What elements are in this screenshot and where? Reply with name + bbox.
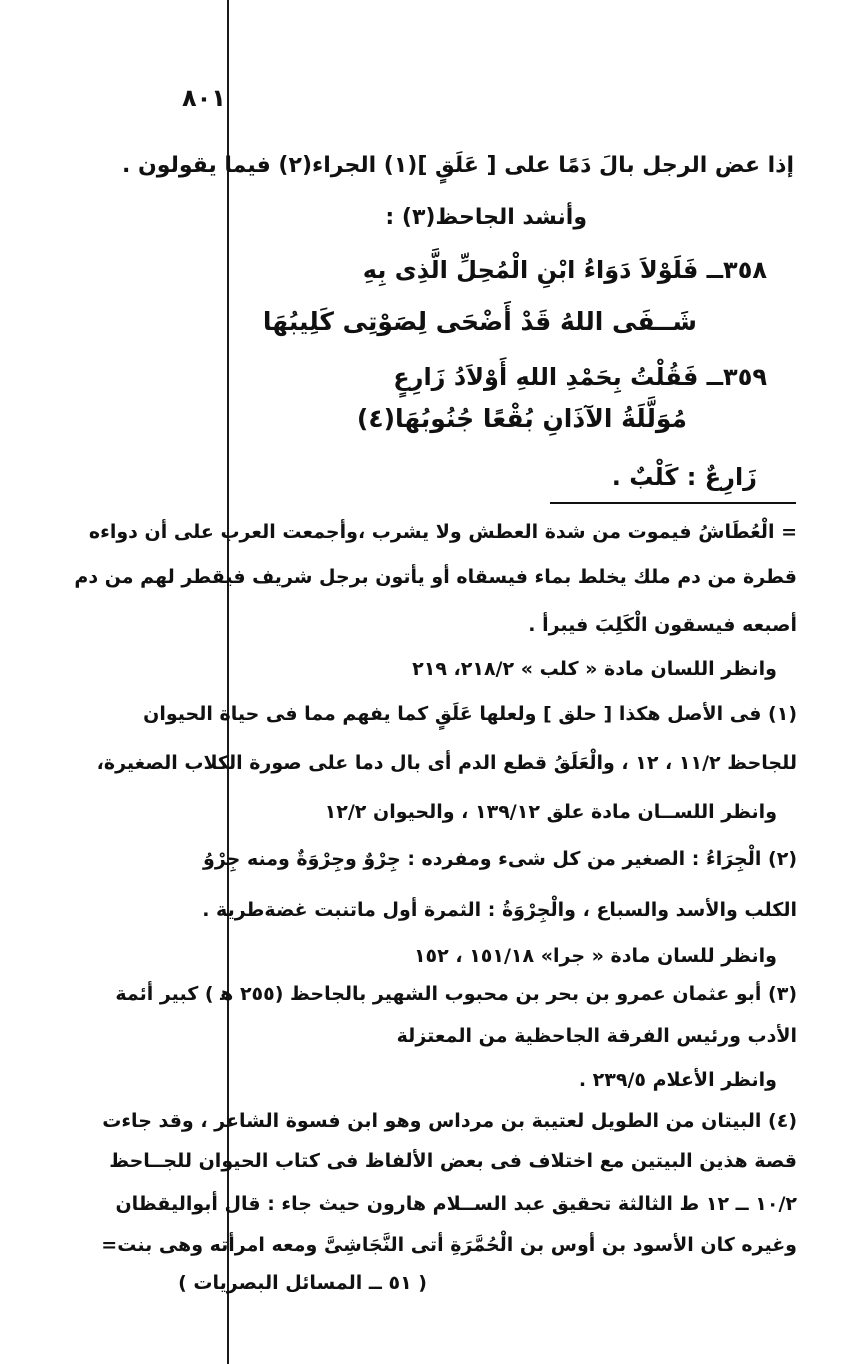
verse-line: مُوَلَّلَةُ الآذَانِ بُقْعًا جُنُوبُهَا(٤) [356, 404, 687, 433]
footnote-line: قطرة من دم ملك يخلط بماء فيسقاه أو يأتون برجل شريف فيقطر لهم من دم [74, 566, 797, 588]
verse-line: زَارِعٌ : كَلْبٌ . [611, 463, 757, 491]
footnote-line: الكلب والأسد والسباع ، والْجِرْوَةُ : الثمرة أول ماتنبت غضةطرية . [202, 899, 797, 921]
footnote-line: = الْعُطَاشُ فيموت من شدة العطش ولا يشرب ،وأجمعت العرب على أن دواءه [88, 521, 797, 543]
footnote-line: وانظر اللسان مادة « كلب » ٢١٨/٢، ٢١٩ [412, 658, 777, 680]
page-number: ٨٠١ [182, 84, 226, 112]
verse-line: ٣٥٨ــ فَلَوْلاَ دَوَاءُ ابْنِ الْمُحِلِّ الَّذِى بِهِ [362, 256, 767, 284]
footnote-line: (١) فى الأصل هكذا [ حلق ] ولعلها عَلَقٍ كما يفهم مما فى حياة الحيوان [143, 703, 797, 725]
footnote-line: للجاحظ ١١/٢ ، ١٢ ، والْعَلَقُ قطع الدم أى بال دما على صورة الكلاب الصغيرة، [96, 752, 797, 774]
footnote-line: الأدب ورئيس الفرقة الجاحظية من المعتزلة [396, 1025, 797, 1047]
footnote-rule [550, 502, 796, 504]
footnote-line: قصة هذين البيتين مع اختلاف فى بعض الألفاظ فى كتاب الحيوان للجــاحظ [109, 1150, 797, 1172]
signature-line: ( ٥١ ــ المسائل البصريات ) [178, 1272, 427, 1294]
footnote-line: (٣) أبو عثمان عمرو بن بحر بن محبوب الشهير بالجاحظ (٢٥٥ ﻫ ) كبير أئمة [115, 983, 797, 1005]
prose-line: وأنشد الجاحظ(٣) : [385, 205, 587, 230]
footnote-line: ١٠/٢ ــ ١٢ ط الثالثة تحقيق عبد الســلام هارون حيث جاء : قال أبواليقظان [115, 1193, 797, 1215]
footnote-line: (٤) البيتان من الطويل لعتيبة بن مرداس وهو ابن فسوة الشاعر ، وقد جاءت [102, 1110, 797, 1132]
footnote-line: وانظر اللســان مادة علق ١٣٩/١٢ ، والحيوان ١٢/٢ [324, 801, 777, 823]
footnote-line: أصبعه فيسقون الْكَلِبَ فيبرأ . [528, 614, 797, 636]
footnote-line: وانظر الأعلام ٢٣٩/٥ . [578, 1069, 777, 1091]
verse-line: ٣٥٩ــ فَقُلْتُ بِحَمْدِ اللهِ أَوْلاَدُ زَارِعٍ [393, 363, 767, 391]
footnote-line: وغيره كان الأسود بن أوس بن الْحُمَّرَةِ أتى النَّجَاشِىَّ ومعه امرأته وهى بنت= [101, 1234, 797, 1256]
prose-line: إذا عض الرجل بالَ دَمًا على [ عَلَقٍ ](١) الجراء(٢) فيما يقولون . [121, 153, 794, 178]
verse-line: شَــفَى اللهُ قَدْ أَضْحَى لِصَوْتِى كَلِيبُهَا [262, 307, 697, 336]
footnote-line: (٢) الْجِرَاءُ : الصغير من كل شىء ومفرده : جِرْوٌ وجِرْوَةٌ ومنه جِرْوُ [203, 848, 797, 870]
footnote-line: وانظر للسان مادة « جرا» ١٥١/١٨ ، ١٥٢ [413, 945, 777, 967]
